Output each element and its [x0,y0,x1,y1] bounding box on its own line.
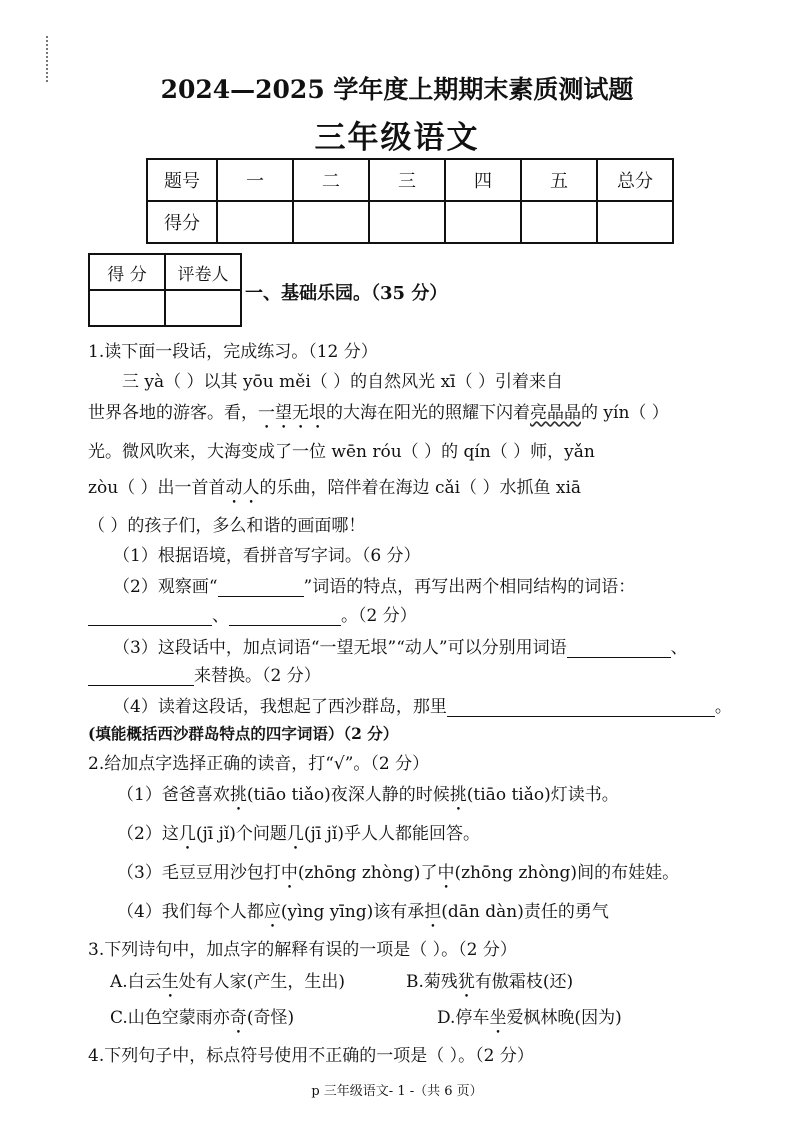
grader-table [88,253,242,327]
page-footer: p 三年级语文- 1 -（共 6 页） [311,1084,483,1099]
grader-name-label: 评卷人 [165,254,241,290]
answer-blank[interactable] [447,700,715,717]
score-cell[interactable] [445,201,521,243]
grader-name-cell[interactable] [165,290,241,326]
question-number-label: 题号 [147,159,217,201]
answer-blank[interactable] [218,580,304,597]
answer-blank[interactable] [88,669,194,686]
column-3: 三 [369,159,445,201]
q1-sub-3-cont: 来替换。（2 分） [88,661,321,686]
q1-sub-3: （3）这段话中，加点词语“一望无垠”“动人”可以分别用词语 、 [113,638,688,658]
q1-sub-2: （2）观察画“ ”词语的特点，再写出两个相同结构的词语： [113,577,636,597]
section-1-title: 一、基础乐园。（35 分） [245,283,448,304]
q1-sub-4-note: (填能概括西沙群岛特点的四字词语）（2 分） [88,724,399,743]
score-row-label: 得分 [147,201,217,243]
dotted-word-1: 一望无垠 [258,403,326,423]
q3-option-a: A.白云生处有人家(产生，生出) [110,972,345,992]
q2-item-2: （2）这几(jī jǐ)个问题几(jī jǐ)乎人人都能回答。 [117,824,481,844]
q1-prompt: 1.读下面一段话，完成练习。（12 分） [88,342,378,362]
score-cell[interactable] [293,201,369,243]
score-cell[interactable] [369,201,445,243]
column-4: 四 [445,159,521,201]
q1-sub-4: （4）读着这段话，我想起了西沙群岛，那里 。 [113,697,732,717]
exam-title: 2024—2025 学年度上期期末素质测试题 [160,75,634,104]
grader-score-cell[interactable] [89,290,165,326]
q3-option-d: D.停车坐爱枫林晚(因为) [437,1008,622,1028]
wavy-underlined-word: 亮晶晶 [530,403,581,423]
q2-item-3: （3）毛豆豆用沙包打中(zhōng zhòng)了中(zhōng zhòng)间的布娃娃。 [117,863,680,883]
score-cell[interactable] [597,201,673,243]
q2-item-1: （1）爸爸喜欢挑(tiāo tiǎo)夜深人静的时候挑(tiāo tiǎo)灯读书。 [117,785,619,805]
q1-passage-line-3: 光。微风吹来，大海变成了一位 wēn róu（ ）的 qín（ ）师，yǎn [88,442,595,462]
answer-blank[interactable] [88,609,212,626]
q3-option-c: C.山色空蒙雨亦奇(奇怪) [110,1008,295,1028]
answer-blank[interactable] [567,641,671,658]
q3-option-b: B.菊残犹有傲霜枝(还) [406,972,574,992]
dotted-word-2: 动人 [225,478,260,498]
q1-passage-line-2: 世界各地的游客。看，一望无垠的大海在阳光的照耀下闪着亮晶晶的 yín（ ） [88,403,669,423]
score-table-header-row [147,159,673,201]
score-cell[interactable] [521,201,597,243]
q1-passage-line-4: zòu（ ）出一首首动人的乐曲，陪伴着在海边 cǎi（ ）水抓鱼 xiā [88,478,582,498]
grader-score-label: 得 分 [89,254,165,290]
q3-prompt: 3.下列诗句中，加点字的解释有误的一项是（ ）。（2 分） [88,940,517,960]
column-1: 一 [217,159,293,201]
score-table-score-row [147,201,673,243]
q1-sub-1: （1）根据语境，看拼音写字词。（6 分） [113,546,421,566]
q2-item-4: （4）我们每个人都应(yìng yīng)该有承担(dān dàn)责任的勇气 [117,902,609,922]
column-2: 二 [293,159,369,201]
column-total: 总分 [597,159,673,201]
q4-prompt: 4.下列句子中，标点符号使用不正确的一项是（ ）。（2 分） [88,1046,534,1066]
score-cell[interactable] [217,201,293,243]
q1-sub-2-answers: 、 。（2 分） [88,601,417,626]
q2-prompt: 2.给加点字选择正确的读音，打“√”。（2 分） [88,754,430,774]
answer-blank[interactable] [229,609,341,626]
column-5: 五 [521,159,597,201]
q1-passage-line-5: （ ）的孩子们，多么和谐的画面哪！ [88,516,366,536]
q1-passage-line-1: 三 yà（ ）以其 yōu měi（ ）的自然风光 xī（ ）引着来自 [122,372,563,392]
score-table [146,158,674,244]
exam-subject: 三年级语文 [314,120,480,156]
